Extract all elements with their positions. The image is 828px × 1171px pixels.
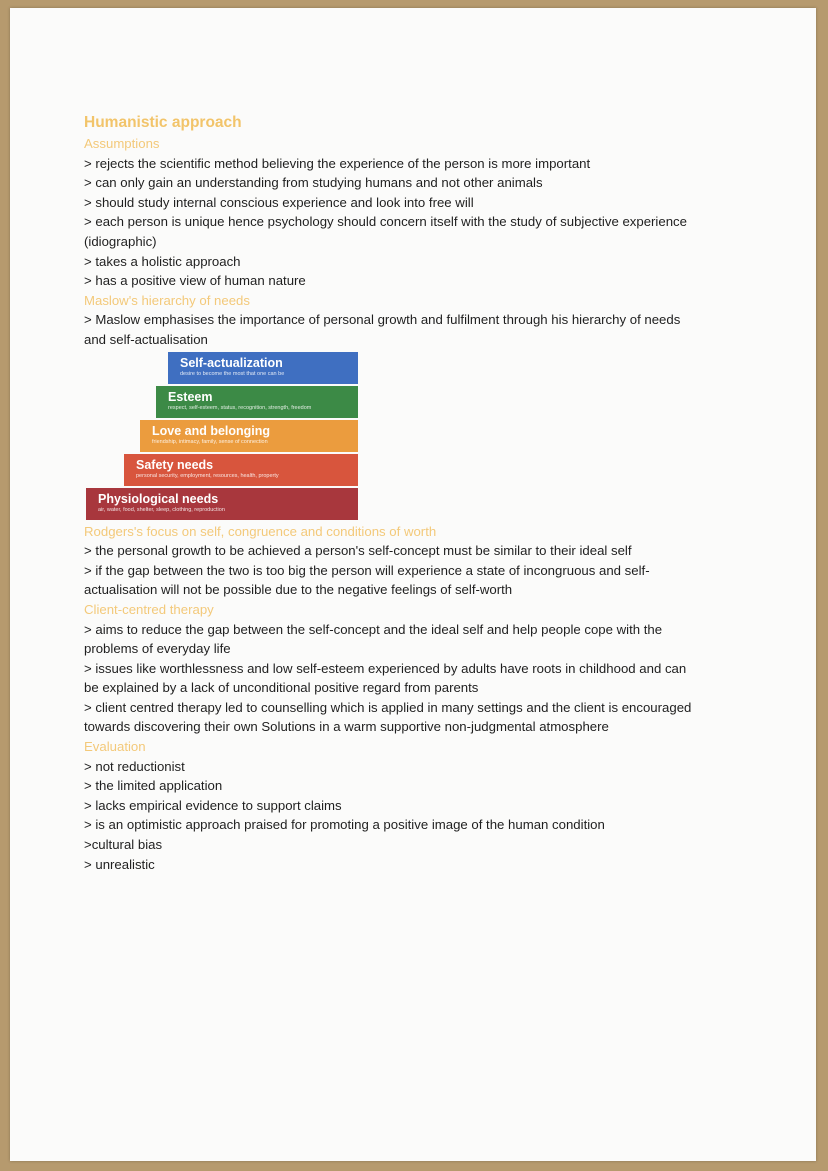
assumptions-heading: Assumptions <box>84 136 160 151</box>
pyramid-level-title: Esteem <box>168 389 213 404</box>
pyramid-level-desc: personal security, employment, resources, health, property <box>136 472 279 479</box>
pyramid-level-esteem <box>156 386 358 418</box>
assumption-line: > each person is unique hence psychology should concern itself with the study of subjective experience (idiographic) <box>84 214 687 249</box>
pyramid-level-safety <box>124 454 358 486</box>
therapy-line: > issues like worthlessness and low self-esteem experienced by adults have roots in childhood and can be explained by a lack of unconditional positive regard from parents <box>84 660 687 696</box>
paper-page <box>10 8 816 1161</box>
evaluation-line: > not reductionist <box>84 758 185 774</box>
therapy-line: > aims to reduce the gap between the self-concept and the ideal self and help people cope with the problems of everyday life <box>84 621 663 657</box>
maslow-text: > Maslow emphasises the importance of personal growth and fulfilment through his hierarchy of needs and self-actualisation <box>84 312 681 347</box>
evaluation-line: > unrealistic <box>84 856 155 872</box>
evaluation-line: > is an optimistic approach praised for promoting a positive image of the human condition <box>84 817 605 833</box>
therapy-line: > client centred therapy led to counselling which is applied in many settings and the client is encouraged towards discovering their own Solutions in a warm supportive non-judgmental atmosphere <box>84 699 692 735</box>
evaluation-line: > the limited application <box>84 778 223 794</box>
evaluation-line: >cultural bias <box>84 837 163 853</box>
page-title: Humanistic approach <box>84 114 242 131</box>
pyramid-level-love <box>140 420 358 452</box>
pyramid-level-desc: friendship, intimacy, family, sense of connection <box>152 438 268 445</box>
rogers-line: > the personal growth to be achieved a person's self-concept must be similar to their ideal self <box>84 543 632 559</box>
pyramid-level-title: Physiological needs <box>98 491 219 506</box>
pyramid-level-desc: respect, self-esteem, status, recognition, strength, freedom <box>168 404 312 411</box>
assumption-line: > can only gain an understanding from studying humans and not other animals <box>84 175 543 191</box>
therapy-heading: Client-centred therapy <box>84 601 214 617</box>
evaluation-line: > lacks empirical evidence to support claims <box>84 797 342 813</box>
pyramid-level-title: Self-actualization <box>180 355 283 370</box>
pyramid-level-title: Love and belonging <box>152 423 271 438</box>
pyramid-level-desc: air, water, food, shelter, sleep, clothing, reproduction <box>98 506 225 513</box>
assumption-line: > rejects the scientific method believing the experience of the person is more important <box>84 155 591 171</box>
pyramid-level-physiological <box>86 488 358 520</box>
rogers-heading: Rodgers's focus on self, congruence and conditions of worth <box>84 523 437 539</box>
assumption-line: > takes a holistic approach <box>84 253 241 269</box>
evaluation-heading: Evaluation <box>84 739 146 755</box>
pyramid-level-title: Safety needs <box>136 457 214 472</box>
assumption-line: > should study internal conscious experience and look into free will <box>84 194 474 210</box>
maslow-pyramid <box>84 350 704 522</box>
pyramid-level-desc: desire to become the most that one can be <box>180 370 285 377</box>
document-content <box>84 112 704 874</box>
maslow-heading: Maslow's hierarchy of needs <box>84 292 250 308</box>
pyramid-level-self-actualization <box>168 352 358 384</box>
assumption-line: > has a positive view of human nature <box>84 273 306 289</box>
rogers-line: > if the gap between the two is too big the person will experience a state of incongruous and self-actualisation will not be possible due to the negative feelings of self-worth <box>84 562 650 598</box>
